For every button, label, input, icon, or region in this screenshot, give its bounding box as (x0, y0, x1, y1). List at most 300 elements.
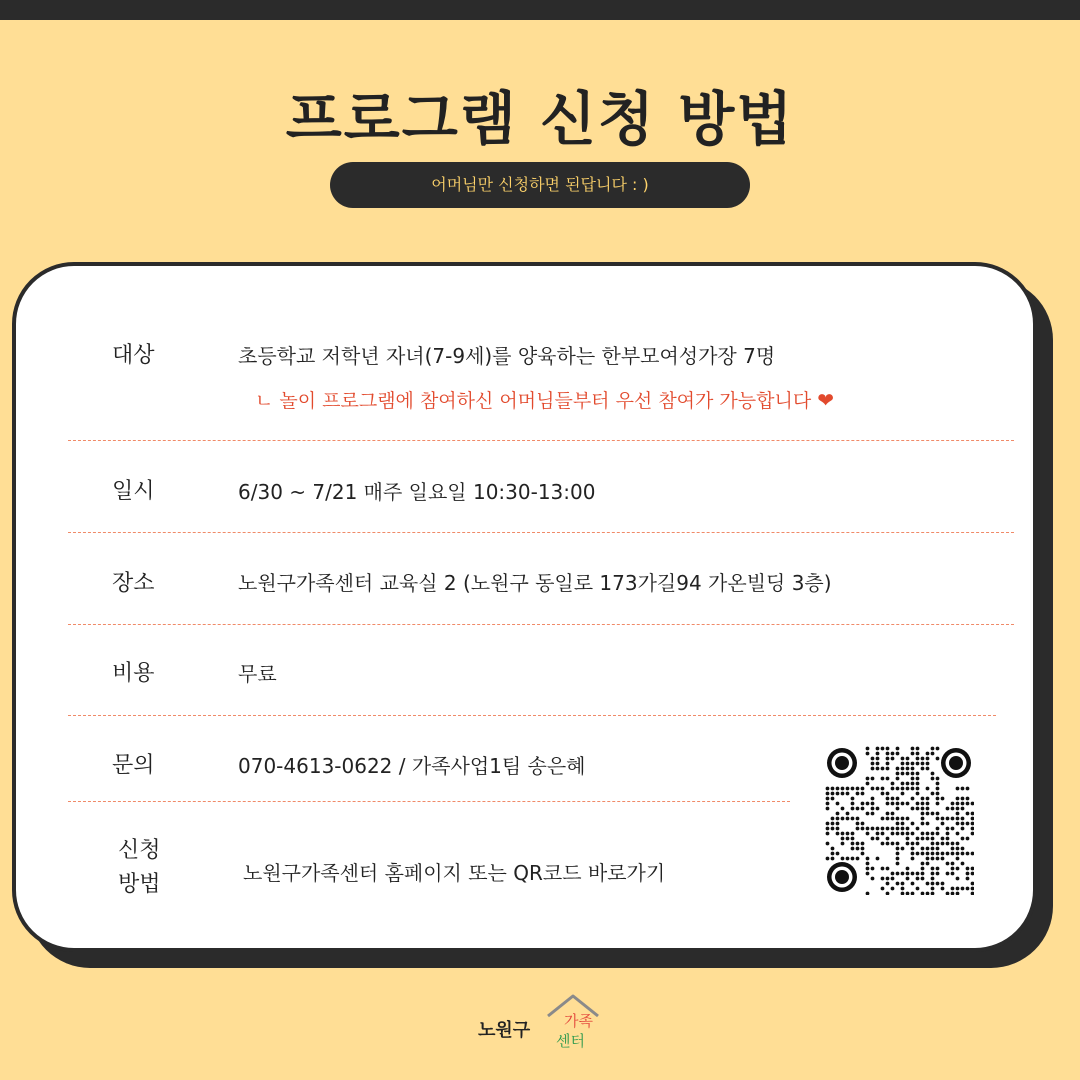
qr-module (916, 842, 920, 846)
qr-module (886, 877, 890, 881)
qr-module (901, 832, 905, 836)
house-logo-icon (542, 992, 604, 1050)
qr-module (931, 837, 935, 841)
qr-module (886, 812, 890, 816)
qr-module (961, 802, 965, 806)
qr-module (966, 887, 970, 891)
qr-module (936, 867, 940, 871)
qr-module (946, 892, 950, 895)
qr-module (861, 822, 865, 826)
qr-module (931, 777, 935, 781)
qr-module (951, 862, 955, 866)
qr-module (936, 797, 940, 801)
priority-note (255, 386, 834, 413)
qr-module (911, 872, 915, 876)
qr-module (916, 802, 920, 806)
qr-module (966, 872, 970, 876)
qr-module (826, 787, 830, 791)
qr-finder-top-left (827, 748, 857, 778)
qr-module (881, 787, 885, 791)
qr-module (891, 877, 895, 881)
qr-module (931, 772, 935, 776)
qr-module (971, 867, 974, 871)
divider (68, 801, 790, 802)
qr-module (946, 852, 950, 856)
qr-module (971, 827, 974, 831)
qr-module (876, 762, 880, 766)
qr-module (826, 827, 830, 831)
qr-module (881, 767, 885, 771)
qr-module (876, 767, 880, 771)
logo-top-text: 가족 (564, 1012, 593, 1030)
qr-module (946, 842, 950, 846)
qr-module (936, 832, 940, 836)
qr-module (931, 812, 935, 816)
subtitle-pill (330, 162, 750, 208)
qr-module (941, 887, 945, 891)
divider (68, 624, 1014, 625)
qr-module (866, 832, 870, 836)
qr-module (931, 882, 935, 886)
qr-module (866, 867, 870, 871)
qr-module (856, 842, 860, 846)
qr-module (911, 842, 915, 846)
qr-module (841, 807, 845, 811)
qr-module (886, 792, 890, 796)
qr-module (926, 847, 930, 851)
qr-module (971, 887, 974, 891)
qr-module (936, 847, 940, 851)
qr-module (891, 817, 895, 821)
qr-module (896, 747, 900, 751)
qr-module (836, 832, 840, 836)
row-value-datetime: 6/30 ~ 7/21 매주 일요일 10:30-13:00 (238, 480, 596, 504)
qr-module (871, 812, 875, 816)
qr-module (896, 822, 900, 826)
qr-module (926, 892, 930, 895)
qr-module (881, 887, 885, 891)
qr-module (896, 862, 900, 866)
qr-module (936, 757, 940, 761)
qr-module (956, 877, 960, 881)
qr-module (866, 892, 870, 895)
qr-module (931, 877, 935, 881)
qr-module (961, 807, 965, 811)
qr-module (851, 832, 855, 836)
qr-module (906, 867, 910, 871)
qr-module (881, 877, 885, 881)
qr-module (936, 872, 940, 876)
qr-module (931, 792, 935, 796)
qr-module (906, 787, 910, 791)
qr-module (911, 807, 915, 811)
qr-module (906, 817, 910, 821)
qr-module (951, 892, 955, 895)
qr-module (866, 782, 870, 786)
qr-module (901, 757, 905, 761)
qr-module (831, 817, 835, 821)
qr-module (881, 747, 885, 751)
qr-module (916, 787, 920, 791)
qr-module (961, 847, 965, 851)
qr-module (856, 847, 860, 851)
qr-module (966, 852, 970, 856)
qr-module (906, 872, 910, 876)
qr-module (886, 827, 890, 831)
qr-module (936, 812, 940, 816)
qr-module (951, 842, 955, 846)
qr-module (891, 797, 895, 801)
qr-module (901, 892, 905, 895)
qr-module (921, 837, 925, 841)
qr-module (946, 837, 950, 841)
qr-module (891, 802, 895, 806)
qr-module (916, 792, 920, 796)
qr-module (916, 887, 920, 891)
qr-module (846, 787, 850, 791)
qr-module (836, 792, 840, 796)
qr-module (971, 892, 974, 895)
qr-module (906, 832, 910, 836)
qr-module (926, 857, 930, 861)
qr-module (951, 802, 955, 806)
qr-module (841, 792, 845, 796)
qr-module (921, 822, 925, 826)
qr-module (891, 757, 895, 761)
qr-module (896, 872, 900, 876)
qr-module (886, 837, 890, 841)
qr-module (886, 867, 890, 871)
qr-module (956, 787, 960, 791)
qr-module (921, 867, 925, 871)
qr-module (921, 847, 925, 851)
qr-module (836, 852, 840, 856)
qr-module (931, 872, 935, 876)
qr-module (866, 752, 870, 756)
qr-module (966, 802, 970, 806)
qr-module (951, 817, 955, 821)
qr-module (851, 817, 855, 821)
row-value-target: 초등학교 저학년 자녀(7-9세)를 양육하는 한부모여성가장 7명 (238, 344, 776, 368)
qr-module (901, 817, 905, 821)
qr-module (901, 782, 905, 786)
row-label-cost: 비용 (112, 661, 155, 686)
qr-module (836, 812, 840, 816)
qr-module (886, 892, 890, 895)
qr-module (956, 892, 960, 895)
qr-module (936, 777, 940, 781)
qr-module (901, 787, 905, 791)
qr-module (871, 877, 875, 881)
qr-module (921, 872, 925, 876)
qr-module (941, 882, 945, 886)
qr-module (861, 787, 865, 791)
qr-module (926, 797, 930, 801)
qr-module (961, 787, 965, 791)
qr-module (866, 812, 870, 816)
qr-module (881, 827, 885, 831)
qr-module (866, 802, 870, 806)
qr-module (926, 837, 930, 841)
qr-module (916, 762, 920, 766)
qr-module (886, 842, 890, 846)
qr-module (906, 757, 910, 761)
qr-module (936, 857, 940, 861)
qr-module (876, 857, 880, 861)
qr-module (851, 857, 855, 861)
qr-module (896, 832, 900, 836)
qr-module (836, 822, 840, 826)
apply-label-line1: 신청 (118, 838, 161, 863)
qr-module (866, 747, 870, 751)
qr-module (921, 812, 925, 816)
qr-module (916, 772, 920, 776)
qr-module (901, 872, 905, 876)
qr-module (851, 797, 855, 801)
logo-bottom-text: 센터 (556, 1032, 585, 1050)
qr-module (896, 852, 900, 856)
row-value-contact: 070-4613-0622 / 가족사업1팀 송은혜 (238, 754, 586, 778)
qr-module (891, 842, 895, 846)
qr-module (901, 882, 905, 886)
qr-module (921, 762, 925, 766)
qr-module (926, 812, 930, 816)
qr-module (906, 842, 910, 846)
qr-module (936, 827, 940, 831)
qr-module (921, 797, 925, 801)
top-bar (0, 0, 1080, 20)
row-label-apply (118, 834, 161, 902)
qr-module (911, 762, 915, 766)
qr-module (896, 827, 900, 831)
qr-module (971, 812, 974, 816)
qr-module (896, 787, 900, 791)
qr-module (921, 892, 925, 895)
divider (68, 532, 1014, 533)
qr-module (896, 802, 900, 806)
qr-module (846, 817, 850, 821)
qr-module (876, 832, 880, 836)
qr-module (936, 842, 940, 846)
qr-code[interactable] (824, 745, 974, 895)
qr-module (871, 867, 875, 871)
qr-module (926, 762, 930, 766)
qr-module (961, 797, 965, 801)
qr-module (891, 782, 895, 786)
qr-module (921, 807, 925, 811)
qr-module (926, 862, 930, 866)
qr-module (911, 777, 915, 781)
qr-module (851, 802, 855, 806)
qr-module (871, 757, 875, 761)
qr-module (911, 857, 915, 861)
qr-finder-bottom-left (827, 862, 857, 892)
qr-module (956, 847, 960, 851)
qr-module (896, 847, 900, 851)
qr-module (896, 857, 900, 861)
qr-module (826, 842, 830, 846)
qr-module (971, 817, 974, 821)
qr-module (906, 767, 910, 771)
qr-module (861, 852, 865, 856)
qr-module (871, 767, 875, 771)
qr-module (956, 832, 960, 836)
qr-module (896, 767, 900, 771)
qr-module (921, 817, 925, 821)
qr-module (936, 787, 940, 791)
qr-module (831, 787, 835, 791)
qr-module (926, 802, 930, 806)
qr-module (891, 752, 895, 756)
qr-module (961, 837, 965, 841)
qr-module (931, 747, 935, 751)
qr-module (881, 867, 885, 871)
qr-module (851, 837, 855, 841)
qr-module (921, 877, 925, 881)
qr-module (916, 837, 920, 841)
qr-module (831, 852, 835, 856)
qr-module (971, 872, 974, 876)
qr-module (846, 837, 850, 841)
qr-module (956, 857, 960, 861)
qr-module (826, 797, 830, 801)
qr-module (896, 882, 900, 886)
qr-module (861, 847, 865, 851)
qr-module (926, 882, 930, 886)
qr-module (946, 827, 950, 831)
qr-module (831, 827, 835, 831)
qr-module (836, 787, 840, 791)
qr-module (851, 847, 855, 851)
qr-module (896, 752, 900, 756)
qr-module (876, 747, 880, 751)
qr-module (886, 747, 890, 751)
qr-module (866, 827, 870, 831)
qr-module (876, 807, 880, 811)
qr-module (916, 872, 920, 876)
qr-module (936, 817, 940, 821)
qr-module (971, 882, 974, 886)
qr-module (956, 797, 960, 801)
qr-module (841, 837, 845, 841)
qr-module (826, 792, 830, 796)
qr-module (886, 817, 890, 821)
qr-module (956, 817, 960, 821)
qr-module (951, 867, 955, 871)
qr-module (826, 832, 830, 836)
qr-module (951, 807, 955, 811)
qr-module (941, 857, 945, 861)
qr-module (956, 822, 960, 826)
qr-module (886, 797, 890, 801)
qr-module (921, 757, 925, 761)
qr-module (836, 817, 840, 821)
qr-module (931, 752, 935, 756)
qr-module (891, 787, 895, 791)
qr-module (901, 887, 905, 891)
qr-module (866, 857, 870, 861)
qr-module (891, 887, 895, 891)
qr-module (846, 857, 850, 861)
qr-module (891, 832, 895, 836)
qr-module (956, 807, 960, 811)
qr-module (856, 807, 860, 811)
qr-module (911, 882, 915, 886)
qr-module (966, 812, 970, 816)
qr-module (826, 802, 830, 806)
qr-module (911, 752, 915, 756)
qr-module (886, 777, 890, 781)
qr-module (951, 827, 955, 831)
qr-module (891, 872, 895, 876)
qr-module (966, 867, 970, 871)
footer-org-name: 노원구 (478, 1020, 531, 1041)
qr-module (906, 782, 910, 786)
subtitle-text: 어머님만 신청하면 된답니다 : ) (431, 175, 649, 194)
qr-module (861, 842, 865, 846)
qr-module (881, 792, 885, 796)
qr-module (881, 832, 885, 836)
qr-module (956, 867, 960, 871)
qr-module (896, 817, 900, 821)
qr-module (856, 822, 860, 826)
priority-note-text: ㄴ 놀이 프로그램에 참여하신 어머님들부터 우선 참여가 가능합니다 (255, 390, 812, 412)
qr-module (871, 787, 875, 791)
qr-module (961, 887, 965, 891)
qr-module (876, 787, 880, 791)
qr-module (896, 797, 900, 801)
qr-module (936, 802, 940, 806)
qr-module (941, 852, 945, 856)
qr-module (936, 792, 940, 796)
qr-module (911, 767, 915, 771)
row-label-target: 대상 (112, 343, 155, 368)
qr-module (916, 827, 920, 831)
qr-module (876, 827, 880, 831)
qr-module (841, 817, 845, 821)
qr-module (901, 767, 905, 771)
qr-module (901, 762, 905, 766)
qr-module (841, 787, 845, 791)
qr-module (911, 822, 915, 826)
qr-module (911, 832, 915, 836)
divider (68, 440, 1014, 441)
qr-module (911, 797, 915, 801)
qr-module (931, 857, 935, 861)
qr-module (916, 877, 920, 881)
heart-icon: ❤ (817, 388, 835, 412)
qr-module (926, 807, 930, 811)
qr-module (956, 802, 960, 806)
qr-module (831, 857, 835, 861)
qr-module (826, 857, 830, 861)
qr-module (961, 827, 965, 831)
qr-module (961, 852, 965, 856)
qr-module (906, 802, 910, 806)
qr-module (916, 782, 920, 786)
qr-module (841, 842, 845, 846)
qr-module (941, 842, 945, 846)
qr-module (871, 807, 875, 811)
qr-module (886, 882, 890, 886)
qr-module (931, 852, 935, 856)
qr-module (856, 817, 860, 821)
qr-module (931, 832, 935, 836)
qr-module (906, 837, 910, 841)
qr-module (966, 877, 970, 881)
qr-module (971, 802, 974, 806)
qr-module (926, 752, 930, 756)
